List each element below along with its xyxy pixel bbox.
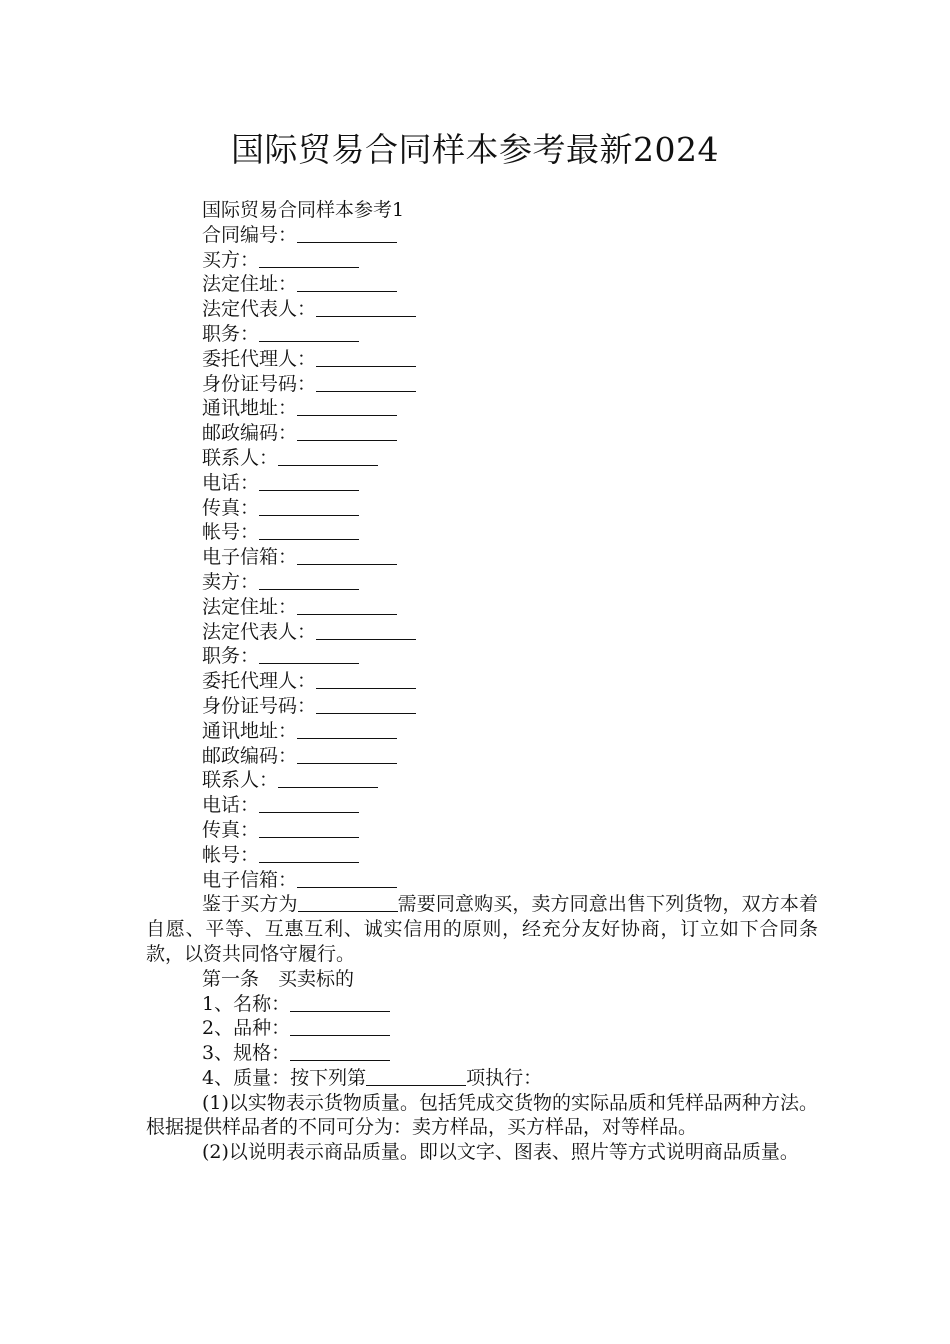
field-label: 邮政编码： [202,422,298,445]
blank-line [259,844,359,863]
blank-line [298,893,398,912]
blank-line [316,670,416,689]
field-label: 帐号： [202,843,260,866]
blank-line [316,348,416,367]
blank-line [316,298,416,317]
field-line [146,992,818,1017]
blank-line [290,993,390,1012]
field-label: 法定代表人： [202,620,317,643]
field-label: 传真： [202,818,260,841]
blank-line [259,472,359,491]
quality-option-1: (1)以实物表示货物质量。包括凭成交货物的实际品质和凭样品两种方法。根据提供样品者的不同可分为：卖方样品，买方样品，对等样品。 [146,1091,818,1139]
field-label: 电子信箱： [202,546,298,569]
field-line [146,421,818,446]
field-line [146,272,818,297]
blank-line [297,224,397,243]
blank-line [259,249,359,268]
field-label: 帐号： [202,521,260,544]
field-label: 买方： [202,248,260,271]
field-label: 联系人： [202,446,279,469]
blank-line [366,1067,466,1086]
field-line [146,868,818,893]
field-line [146,297,818,322]
blank-line [259,794,359,813]
document-title: 国际贸易合同样本参考最新2024 [231,130,719,169]
preamble-paragraph [146,892,818,966]
field-line [146,248,818,273]
blank-line [259,497,359,516]
field-label: 电话： [202,471,260,494]
field-line [146,1016,818,1041]
field-label: 电子信箱： [202,868,298,891]
contract-subtitle: 国际贸易合同样本参考1 [202,199,405,221]
preamble-rest: 需要同意购买，卖方同意出售下列货物，双方本着自愿、平等、互惠互利、诚实信用的原则，经充分友好协商，订立如下合同条款，以资共同恪守履行。 [146,893,818,965]
field-line [146,396,818,421]
quality-option-2: (2)以说明表示商品质量。即以文字、图表、照片等方式说明商品质量。 [202,1141,799,1164]
field-label: 通讯地址： [202,397,298,420]
field-line [146,372,818,397]
field-label: 法定代表人： [202,298,317,321]
quality-start: 4、质量：按下列第 [202,1066,367,1089]
field-line [146,620,818,645]
field-label: 卖方： [202,570,260,593]
blank-line [259,645,359,664]
field-label: 身份证号码： [202,372,317,395]
blank-line [316,373,416,392]
field-label: 通讯地址： [202,719,298,742]
field-label: 委托代理人： [202,670,317,693]
field-label: 法定住址： [202,273,298,296]
field-line [146,322,818,347]
field-line [146,768,818,793]
blank-line [316,621,416,640]
blank-line [316,695,416,714]
field-label: 2、品种： [202,1017,291,1040]
blank-line [297,869,397,888]
field-label: 法定住址： [202,595,298,618]
preamble-start: 鉴于买方为 [202,893,298,916]
buyer-section [146,223,818,570]
field-label: 电话： [202,794,260,817]
field-label: 邮政编码： [202,744,298,767]
field-line [146,1041,818,1066]
blank-line [297,422,397,441]
field-line [146,744,818,769]
field-line [146,223,818,248]
blank-line [297,596,397,615]
field-label: 传真： [202,496,260,519]
field-label: 职务： [202,645,260,668]
seller-section [146,570,818,892]
field-line [146,496,818,521]
field-line [146,545,818,570]
field-label: 合同编号： [202,223,298,246]
quality-end: 项执行： [466,1066,543,1089]
blank-line [297,745,397,764]
field-line [146,793,818,818]
blank-line [259,521,359,540]
field-line [146,520,818,545]
field-label: 1、名称： [202,992,291,1015]
field-label: 联系人： [202,769,279,792]
blank-line [290,1017,390,1036]
blank-line [278,769,378,788]
document-body [146,198,818,1165]
field-line [146,595,818,620]
field-line [146,446,818,471]
blank-line [297,546,397,565]
field-label: 3、规格： [202,1042,291,1065]
blank-line [297,273,397,292]
field-label: 职务： [202,322,260,345]
field-label: 委托代理人： [202,347,317,370]
field-line [146,694,818,719]
blank-line [259,323,359,342]
field-line [146,570,818,595]
field-label: 身份证号码： [202,694,317,717]
field-line [146,719,818,744]
blank-line [290,1042,390,1061]
blank-line [297,397,397,416]
field-line [146,471,818,496]
blank-line [259,571,359,590]
blank-line [297,720,397,739]
field-line [146,644,818,669]
field-line [146,669,818,694]
field-line [146,818,818,843]
article-heading: 第一条 买卖标的 [202,967,355,990]
quality-line [146,1066,818,1091]
field-line [146,347,818,372]
field-line [146,843,818,868]
blank-line [278,447,378,466]
blank-line [259,819,359,838]
